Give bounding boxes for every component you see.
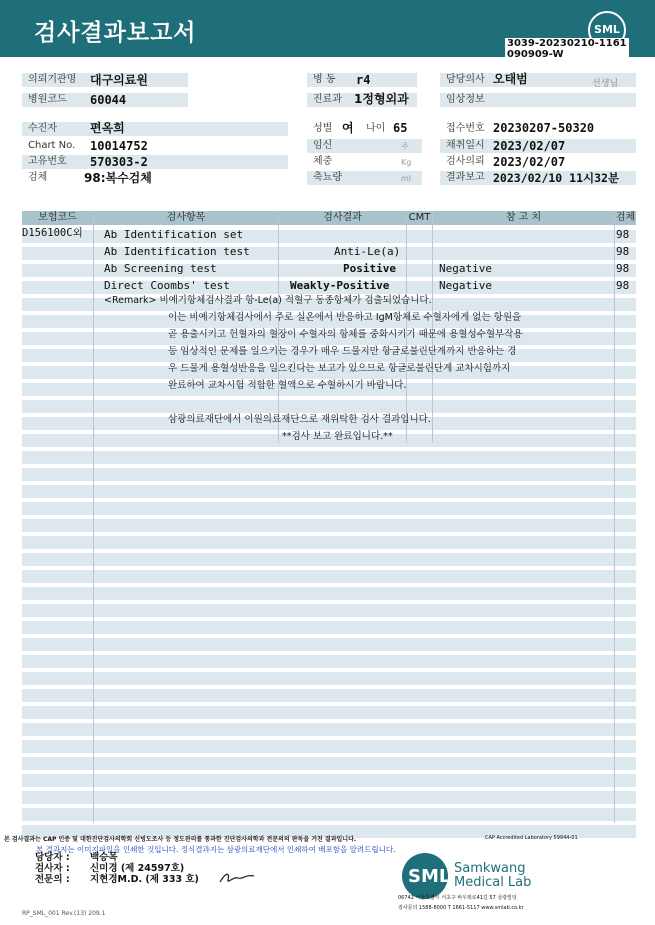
row-result: Anti-Le(a) [334,245,401,258]
table-stripe [22,468,636,481]
pregnancy-unit: 주 [401,142,409,151]
table-stripe [22,723,636,736]
row-result: Positive [343,262,396,275]
hospital-code-label: 병원코드 [22,93,84,107]
table-stripe [22,689,636,702]
row-item: Direct Coombs' test [104,279,230,292]
table-stripe [22,451,636,464]
table-stripe [22,791,636,804]
id-value: 570303-2 [90,155,148,169]
patient-value: 편옥희 [90,121,125,135]
examiner-label: 검사자 : [35,863,70,874]
row-item: Ab Identification set [104,228,244,241]
table-stripe [22,808,636,821]
doctor-value: 오태범 [493,72,528,86]
report-number: 3039-20230210-1161 090909-W [507,38,627,60]
urine-unit: ml [401,174,412,183]
institution-value: 대구의료원 [90,73,148,87]
row-code: D156100C외 [22,227,83,239]
page-title: 검사결과보고서 [34,20,197,46]
row-specimen: 98 [616,262,630,275]
patient-label: 수진자 [22,122,84,136]
ward-label: 병 동 [307,73,353,87]
remark-line: 완료하여 교차시험 적합한 혈액으로 수혈하시기 바랍니다. [168,380,407,391]
collect-value: 2023/02/07 [493,139,566,153]
table-stripe [22,604,636,617]
doctor-label: 담당의사 [440,73,490,87]
row-specimen: 98 [616,279,630,292]
row-reference: Negative [439,262,492,275]
header-specimen: 검체 [615,212,636,223]
row-item: Ab Screening test [104,262,217,275]
age-value: 65 [393,121,408,135]
org-name: Samkwang Medical Lab [454,861,532,890]
chart-value: 10014752 [90,139,148,153]
row-item: Ab Identification test [104,245,250,258]
hospital-code-value: 60044 [90,93,127,107]
department-label: 진료과 [307,93,353,107]
table-stripe [22,587,636,600]
specimen-value: 98:복수검체 [84,171,152,185]
signature-icon [218,868,258,886]
row-specimen: 98 [616,228,630,241]
table-stripe [22,621,636,634]
collect-label: 채취일시 [440,139,636,153]
urine-label: 축뇨량 [307,171,422,185]
weight-label: 체중 [313,156,333,167]
report-date-label: 결과보고 [440,171,636,185]
table-stripe [22,706,636,719]
form-code: RP_SML_001 Rev.(13) 209.1 [22,910,106,917]
chart-label: Chart No. [28,140,76,151]
row-reference: Negative [439,279,492,292]
remark-line: 등 임상적인 문제를 일으키는 경우가 매우 드물지만 항글로불린단계까지 반응하는 경 [168,346,517,357]
sml-logo-icon: SML [588,11,626,49]
pregnancy-label: 임신 [307,139,422,153]
report-complete-text: **검사 보고 완료입니다.** [282,431,393,442]
sex-label: 성별 [313,123,333,134]
sex-value: 여 [342,121,354,135]
table-stripe [22,570,636,583]
remark-title: <Remark> 비예기항체검사결과 항-Le(a) 적혈구 동종항체가 검출되었습니다. [104,295,432,306]
header-reference: 참 고 치 [433,211,614,225]
weight-unit: Kg [401,158,412,167]
institution-label: 의뢰기관명 [22,73,84,87]
examiner-value: 신미경 (제 24597호) [90,863,185,874]
table-stripe [22,740,636,753]
table-stripe [22,502,636,515]
row-result: Weakly-Positive [290,279,390,292]
table-stripe [22,519,636,532]
report-date-value: 2023/02/10 11시32분 [493,171,620,185]
address: 06742 서울특별시 서초구 바우뫼로41길 57 삼광빌딩 [398,895,517,901]
table-stripe [22,655,636,668]
table-stripe [22,485,636,498]
ward-value: r4 [356,73,371,87]
header-test-item: 검사항목 [94,211,278,225]
department-value: 1정형외과 [354,92,409,106]
sml-footer-logo-text: SML [408,866,451,887]
table-stripe [22,553,636,566]
specialist-value: 지현경M.D. (제 333 호) [90,874,199,885]
header-cmt: CMT [408,212,431,223]
cap-text: CAP Accredited Laboratory 59944-01 [485,835,578,841]
row-specimen: 98 [616,245,630,258]
signatures [35,852,199,885]
receipt-value: 20230207-50320 [493,121,595,135]
remark-line: 우 드물게 용혈성반응을 일으킨다는 보고가 있으므로 항글로불린단계 교차시험까지 [168,363,511,374]
header-insurance-code: 보험코드 [22,211,93,225]
header-test-result: 검사결과 [279,211,406,225]
remark-line: 이는 비예기항체검사에서 주로 실온에서 반응하고 IgM항체로 수혈자에게 없는 항원을 [168,312,522,323]
remark-note: 삼광의료재단에서 이원의료재단으로 재위탁한 검사 결과입니다. [168,414,431,425]
request-label: 검사의뢰 [446,156,485,167]
table-stripe [22,638,636,651]
contact: 검사문의 1588-8000 T 1661-5117 www.smlab.co.kr [398,905,524,911]
table-stripe [22,774,636,787]
notice: 본 결과지는 이미지파일을 인쇄한 것입니다. 정식결과지는 삼광의료재단에서 인쇄하여 배포함을 알려드립니다. [36,845,396,854]
table-stripe [22,672,636,685]
age-label: 나이 [366,123,386,134]
table-stripe [22,536,636,549]
clinical-info-label: 임상정보 [440,93,636,107]
table-stripe [22,757,636,770]
manager-value: 백승목 [90,852,118,863]
receipt-label: 접수번호 [446,123,485,134]
manager-label: 담당자 : [35,852,70,863]
doctor-suffix: 선생님 [592,79,619,89]
fine-print: 본 검사결과는 CAP 인증 및 대한진단검사의학회 신빙도조사 등 정도관리를 통과한 진단검사의학과 전문의의 판독을 거친 결과입니다. [4,836,357,843]
remark-line: 곧 용출시키고 헌혈자의 혈장이 수혈자의 항체를 중화시키기 때문에 용혈성수혈부작용 [168,329,523,340]
remark-body [168,309,523,394]
request-value: 2023/02/07 [493,155,566,169]
specimen-label: 검체 [28,172,48,183]
id-label: 고유번호 [22,155,84,169]
specialist-label: 전문의 : [35,874,70,885]
